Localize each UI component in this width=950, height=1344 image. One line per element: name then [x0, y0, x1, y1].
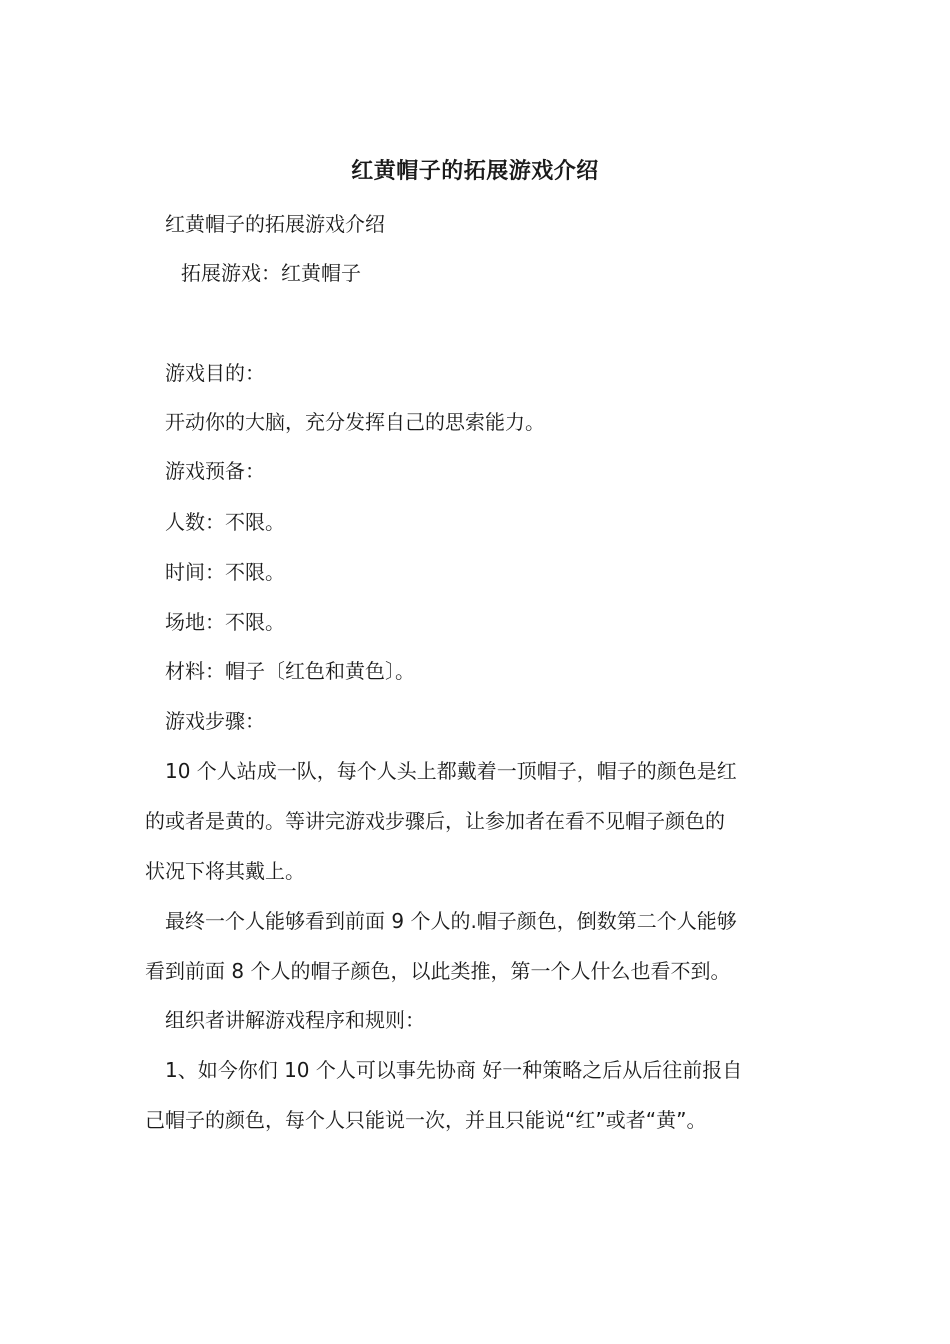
paragraph-line: 场地：不限。 — [165, 610, 285, 634]
document-title: 红黄帽子的拓展游戏介绍 — [351, 159, 599, 184]
paragraph-line: 1、如今你们 10 个人可以事先协商 好一种策略之后从后往前报自 — [165, 1058, 743, 1082]
paragraph-line: 10 个人站成一队，每个人头上都戴着一顶帽子，帽子的颜色是红 — [165, 759, 737, 783]
paragraph-line: 时间：不限。 — [165, 560, 285, 584]
section-heading-steps: 游戏步骤： — [165, 709, 265, 733]
paragraph-line: 状况下将其戴上。 — [145, 859, 305, 883]
paragraph-line: 看到前面 8 个人的帽子颜色，以此类推，第一个人什么也看不到。 — [145, 959, 731, 983]
section-heading-preparation: 游戏预备： — [165, 459, 265, 483]
paragraph-line: 己帽子的颜色，每个人只能说一次，并且只能说“红”或者“黄”。 — [145, 1108, 707, 1132]
paragraph-line: 的或者是黄的。等讲完游戏步骤后，让参加者在看不见帽子颜色的 — [145, 809, 725, 833]
subtitle-line: 红黄帽子的拓展游戏介绍 — [165, 212, 385, 236]
paragraph-line: 最终一个人能够看到前面 9 个人的.帽子颜色，倒数第二个人能够 — [165, 909, 737, 933]
game-name-line: 拓展游戏：红黄帽子 — [181, 261, 361, 285]
paragraph-line: 材料：帽子〔红色和黄色〕。 — [165, 659, 415, 683]
paragraph-line: 开动你的大脑，充分发挥自己的思索能力。 — [165, 410, 545, 434]
section-heading-purpose: 游戏目的： — [165, 361, 265, 385]
paragraph-line: 人数：不限。 — [165, 510, 285, 534]
section-heading-rules: 组织者讲解游戏程序和规则： — [165, 1008, 425, 1032]
